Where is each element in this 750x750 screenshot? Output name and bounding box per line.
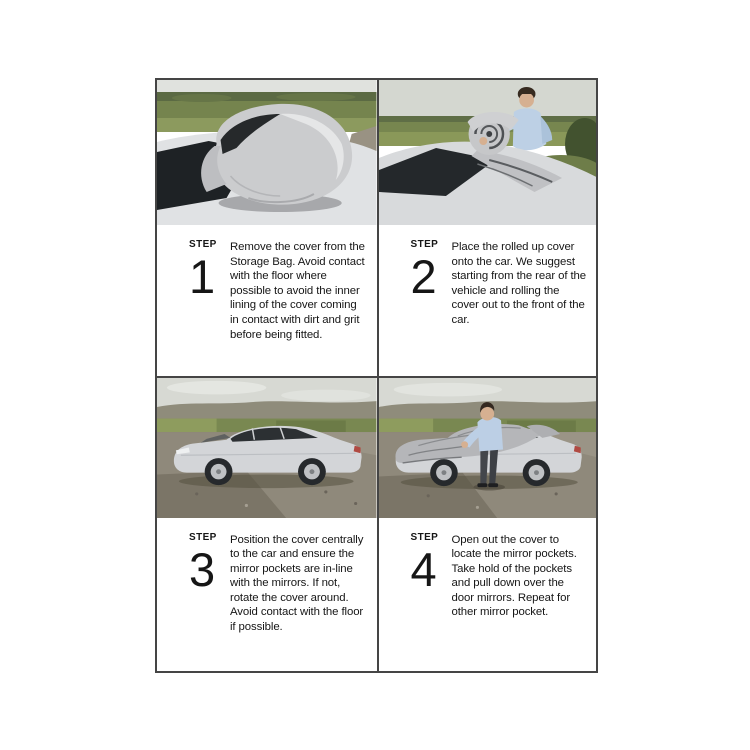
step-2-caption — [379, 225, 597, 328]
step-4-text: Open out the cover to locate the mirror pockets. Take hold of the pockets and pull down over the door mirrors. Repeat for other mirror pocket. — [451, 533, 577, 619]
step-1-number: 1 — [189, 250, 216, 303]
step-2-label: STEP — [410, 239, 439, 250]
step-3-photo — [157, 378, 377, 518]
step-1-caption — [157, 225, 377, 342]
step-1-badge — [189, 239, 230, 303]
step-4-label: STEP — [410, 531, 439, 543]
step-3-number: 3 — [189, 542, 216, 596]
step-2-photo — [379, 80, 597, 225]
step-2-number: 2 — [410, 250, 437, 303]
step-3-panel — [157, 376, 377, 672]
step-4-photo — [379, 378, 597, 518]
step-2-panel — [377, 80, 597, 376]
step-4-caption — [379, 518, 597, 621]
step-4-number: 4 — [410, 542, 437, 596]
step-1-photo — [157, 80, 377, 225]
step-4-badge — [410, 531, 452, 596]
step-3-text: Position the cover centrally to the car and ensure the mirror pockets are in-line with the mirrors. If not, rotate the cover around. Avoid contact with the floor if possible. — [230, 533, 364, 634]
step-3-badge — [189, 531, 230, 596]
step-2-badge — [410, 239, 452, 303]
step-3-label: STEP — [189, 531, 217, 543]
step-1-panel — [157, 80, 377, 376]
step-2-text: Place the rolled up cover onto the car. We suggest starting from the rear of the vehicle and rolling the cover out to the front of the car. — [451, 241, 586, 326]
step-1-text: Remove the cover from the Storage Bag. Avoid contact with the floor where possible to avoid the inner lining of the cover coming in contact with dirt and grit before being fitted. — [230, 241, 365, 341]
instruction-sheet — [155, 78, 598, 673]
step-4-panel — [377, 376, 597, 672]
step-3-caption — [157, 518, 377, 635]
step-1-label: STEP — [189, 239, 217, 250]
